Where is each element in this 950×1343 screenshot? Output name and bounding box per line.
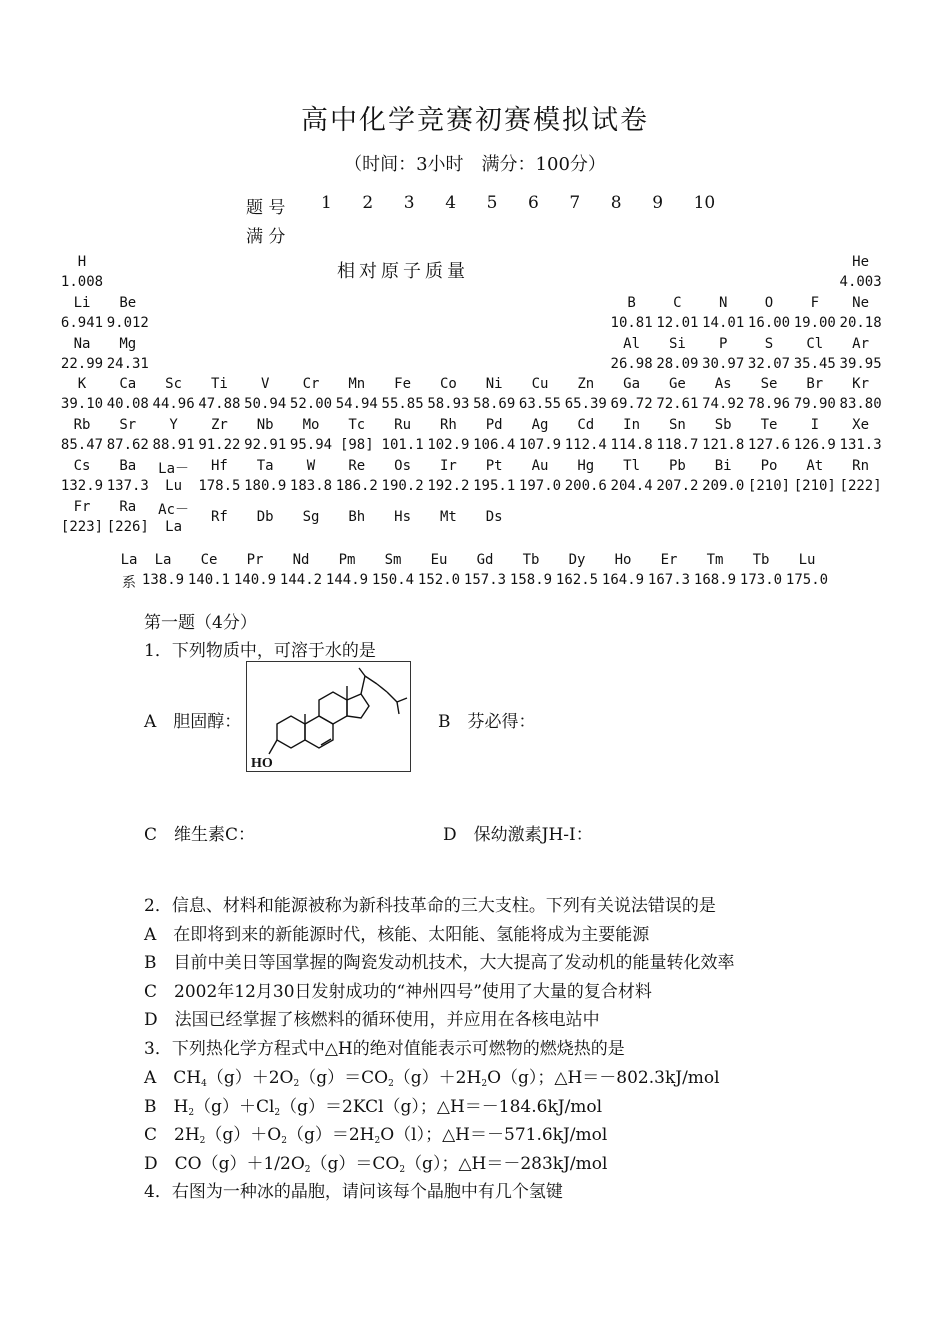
element-symbol: Cd xyxy=(577,417,595,434)
q1-option-a: A 胆固醇： xyxy=(144,712,242,732)
element-symbol: Y xyxy=(169,417,178,434)
element-mass: 78.96 xyxy=(747,396,791,413)
element-symbol: Sm xyxy=(384,552,402,568)
cholesterol-structure xyxy=(246,661,411,772)
element-symbol: Ba xyxy=(119,458,137,474)
element-symbol: Al xyxy=(623,335,641,352)
element-symbol: Mo xyxy=(302,417,320,434)
option-letter: C xyxy=(144,1125,158,1145)
element-symbol: Eu xyxy=(430,552,448,568)
q3-option-d xyxy=(144,1149,607,1175)
element-mass: 121.8 xyxy=(702,437,745,454)
element-symbol: Ag xyxy=(531,417,549,434)
element-mass: 69.72 xyxy=(610,396,653,413)
element-mass: [210] xyxy=(747,478,791,494)
element-mass: 39.10 xyxy=(60,396,104,413)
equation-text: （g）＋2H xyxy=(393,1068,482,1088)
element-mass: 22.99 xyxy=(60,355,104,372)
element-mass: 39.95 xyxy=(839,355,882,372)
score-number: 7 xyxy=(569,193,581,213)
element-symbol: Ra xyxy=(119,498,137,515)
element-symbol: Cr xyxy=(302,376,320,393)
element-symbol: La－ xyxy=(158,461,190,477)
element-mass: 168.9 xyxy=(693,572,737,588)
element-mass: 102.9 xyxy=(427,437,470,454)
element-mass: 87.62 xyxy=(106,437,149,454)
element-symbol: Co xyxy=(439,376,457,393)
element-mass: 20.18 xyxy=(839,314,882,331)
element-mass: 58.69 xyxy=(473,396,516,413)
element-symbol: I xyxy=(810,417,820,434)
q1-option-d: D 保幼激素JH-I： xyxy=(443,825,593,845)
element-symbol: Ir xyxy=(439,458,457,474)
element-symbol: P xyxy=(718,335,728,352)
equation-text: CH xyxy=(173,1068,202,1088)
element-symbol: Fr xyxy=(73,498,91,515)
element-mass: 144.9 xyxy=(325,572,369,588)
element-mass: 4.003 xyxy=(839,274,882,290)
element-symbol: Re xyxy=(348,458,366,474)
element-symbol: Ru xyxy=(394,417,412,434)
subscript: 2 xyxy=(293,1079,300,1089)
element-symbol: B xyxy=(627,294,636,311)
element-mass: 112.4 xyxy=(564,437,607,454)
equation-text: （g）＋Cl xyxy=(194,1097,275,1117)
score-full-label: 满 分 xyxy=(246,227,286,247)
element-mass: 195.1 xyxy=(473,478,516,494)
element-mass: 28.09 xyxy=(656,355,699,372)
element-mass: 63.55 xyxy=(518,396,562,413)
element-mass: 85.47 xyxy=(60,437,104,454)
element-symbol: Mt xyxy=(439,508,457,525)
element-symbol: Cl xyxy=(806,335,824,352)
subscript: 2 xyxy=(481,1079,488,1089)
score-number: 1 xyxy=(321,193,332,213)
element-symbol: Cs xyxy=(73,458,91,474)
element-symbol: Be xyxy=(119,294,137,311)
element-mass: 190.2 xyxy=(381,478,424,494)
element-mass: 150.4 xyxy=(371,572,415,588)
score-number: 2 xyxy=(362,193,374,213)
element-mass: 158.9 xyxy=(509,572,553,588)
element-mass: 173.0 xyxy=(739,572,783,588)
element-symbol: Au xyxy=(531,458,549,474)
element-symbol: Br xyxy=(806,376,824,393)
element-symbol: Pd xyxy=(485,417,503,434)
element-mass: 6.941 xyxy=(60,314,104,331)
element-mass: [98] xyxy=(339,437,374,454)
element-symbol: Db xyxy=(256,508,274,525)
q4-stem: 4．右图为一种冰的晶胞，请问该每个晶胞中有几个氢键 xyxy=(144,1182,563,1202)
subscript: 2 xyxy=(374,1136,381,1146)
element-mass: 9.012 xyxy=(106,314,149,331)
element-mass: 14.01 xyxy=(702,314,745,331)
element-mass: 55.85 xyxy=(381,396,424,413)
element-symbol: Mn xyxy=(348,376,366,393)
element-symbol: N xyxy=(718,294,728,311)
element-mass: 183.8 xyxy=(289,478,333,494)
subscript: 2 xyxy=(388,1079,394,1089)
page-title: 高中化学竞赛初赛模拟试卷 xyxy=(301,105,649,136)
equation-text: （g）；△H＝－283kJ/mol xyxy=(405,1154,608,1174)
q1-stem: 1．下列物质中，可溶于水的是 xyxy=(144,641,376,661)
element-symbol: Si xyxy=(668,335,686,352)
equation-text: （g）＝CO xyxy=(310,1154,400,1174)
element-mass: 106.4 xyxy=(473,437,516,454)
element-symbol: Hs xyxy=(394,508,412,525)
element-mass: 32.07 xyxy=(747,355,791,372)
element-mass: 19.00 xyxy=(793,314,836,331)
element-mass: 137.3 xyxy=(106,478,149,494)
q3-stem: 3．下列热化学方程式中△H的绝对值能表示可燃物的燃烧热的是 xyxy=(144,1039,625,1059)
element-mass: 132.9 xyxy=(60,478,104,494)
equation-text: （g）＋2O xyxy=(206,1068,294,1088)
element-symbol: Tb xyxy=(752,552,770,568)
element-symbol: Rb xyxy=(73,417,91,434)
element-symbol: Ne xyxy=(852,294,870,311)
element-mass: 209.0 xyxy=(702,478,745,494)
element-symbol: Hg xyxy=(577,458,595,474)
score-number: 10 xyxy=(693,193,716,213)
element-mass: 157.3 xyxy=(463,572,507,588)
element-symbol: H xyxy=(77,254,87,270)
element-symbol: Zn xyxy=(577,376,595,393)
element-mass: 58.93 xyxy=(427,396,470,413)
element-symbol: He xyxy=(852,254,870,270)
score-number: 4 xyxy=(445,193,457,213)
element-symbol: Sc xyxy=(165,376,183,393)
element-mass: 88.91 xyxy=(152,437,195,454)
element-symbol: K xyxy=(77,376,87,393)
element-mass: 140.9 xyxy=(233,572,277,588)
element-mass: [222] xyxy=(839,478,882,494)
element-symbol: Sn xyxy=(668,417,686,434)
element-symbol: Lu xyxy=(798,552,816,568)
element-mass: 197.0 xyxy=(518,478,562,494)
element-symbol: Nb xyxy=(256,417,274,434)
q2-option-a: A 在即将到来的新能源时代，核能、太阳能、氢能将成为主要能源 xyxy=(144,925,650,945)
element-symbol: Po xyxy=(760,458,778,474)
score-number: 6 xyxy=(528,193,539,213)
element-mass: [223] xyxy=(60,518,104,535)
element-symbol: F xyxy=(810,294,820,311)
equation-text: （g）＋O xyxy=(205,1125,282,1145)
element-mass: La xyxy=(165,518,183,535)
q3-option-b xyxy=(144,1092,602,1118)
element-symbol: Tl xyxy=(623,458,641,474)
element-symbol: C xyxy=(673,294,682,311)
element-mass: 10.81 xyxy=(610,314,653,331)
element-mass: 152.0 xyxy=(417,572,461,588)
option-letter: A xyxy=(144,1068,157,1088)
element-mass: 175.0 xyxy=(785,572,829,588)
periodic-table-heading: 相对原子质量 xyxy=(337,261,469,282)
q1-option-c: C 维生素C： xyxy=(144,825,256,845)
element-mass: 126.9 xyxy=(793,437,836,454)
element-mass: 74.92 xyxy=(702,396,745,413)
element-mass: 164.9 xyxy=(601,572,645,588)
element-symbol: V xyxy=(260,376,270,393)
element-mass: 26.98 xyxy=(610,355,653,372)
subscript: 4 xyxy=(201,1079,207,1089)
element-mass: 12.01 xyxy=(656,314,699,331)
element-mass: 50.94 xyxy=(244,396,287,413)
element-symbol: Ca xyxy=(119,376,137,393)
equation-text: O（l）；△H＝－571.6kJ/mol xyxy=(380,1125,608,1145)
element-mass: 186.2 xyxy=(335,478,378,494)
element-symbol: Ni xyxy=(485,376,503,393)
element-symbol: Fe xyxy=(394,376,412,393)
element-mass: 207.2 xyxy=(656,478,699,494)
element-symbol: Li xyxy=(73,294,91,311)
element-symbol: W xyxy=(306,458,316,474)
element-symbol: Kr xyxy=(852,376,870,393)
element-symbol: Ar xyxy=(852,335,870,352)
element-symbol: Er xyxy=(660,552,678,568)
score-row-label: 题 号 xyxy=(246,198,286,218)
element-symbol: Mg xyxy=(119,335,137,352)
element-mass: 91.22 xyxy=(198,437,241,454)
element-mass: 131.3 xyxy=(839,437,882,454)
element-symbol: Ti xyxy=(210,376,228,393)
element-symbol: Tm xyxy=(706,552,724,568)
score-number: 9 xyxy=(652,193,664,213)
element-symbol: Ds xyxy=(485,508,503,525)
element-mass: [226] xyxy=(106,518,149,535)
element-mass: 107.9 xyxy=(518,437,562,454)
element-mass: 65.39 xyxy=(564,396,607,413)
element-symbol: Tb xyxy=(522,552,540,568)
subscript: 2 xyxy=(281,1136,287,1146)
subscript: 2 xyxy=(304,1165,311,1175)
equation-text: （g）＝2KCl（g）；△H＝－184.6kJ/mol xyxy=(280,1097,603,1117)
element-mass: 200.6 xyxy=(564,478,607,494)
element-mass: 1.008 xyxy=(60,274,104,290)
element-mass: 92.91 xyxy=(244,437,287,454)
lanthanide-label: La xyxy=(120,552,138,568)
element-symbol: At xyxy=(806,458,824,474)
element-symbol: Pm xyxy=(338,552,356,568)
element-symbol: Ce xyxy=(200,552,218,568)
element-symbol: S xyxy=(764,335,774,352)
element-mass: 167.3 xyxy=(647,572,691,588)
exam-info: （时间：3小时 满分：100分） xyxy=(344,154,606,175)
element-symbol: Os xyxy=(394,458,412,474)
element-mass: 35.45 xyxy=(793,355,836,372)
q2-option-c: C 2002年12月30日发射成功的“神州四号”使用了大量的复合材料 xyxy=(144,982,652,1002)
element-mass: 79.90 xyxy=(793,396,836,413)
q3-option-c xyxy=(144,1120,607,1146)
element-mass: 44.96 xyxy=(152,396,195,413)
element-symbol: Zr xyxy=(210,417,228,434)
equation-text: （g）＝2H xyxy=(286,1125,375,1145)
element-symbol: Pt xyxy=(485,458,503,474)
equation-text: （g）＝CO xyxy=(299,1068,389,1088)
element-mass: 140.1 xyxy=(187,572,231,588)
element-symbol: Rf xyxy=(210,508,228,525)
element-mass: 95.94 xyxy=(289,437,333,454)
element-symbol: As xyxy=(714,376,732,393)
element-symbol: Pr xyxy=(246,552,264,568)
element-symbol: Xe xyxy=(852,417,870,434)
element-mass: 47.88 xyxy=(198,396,241,413)
subscript: 2 xyxy=(199,1136,206,1146)
element-symbol: Nd xyxy=(292,552,310,568)
element-mass: 138.9 xyxy=(141,572,185,588)
element-symbol: Bi xyxy=(714,458,732,474)
hydroxyl-label: HO xyxy=(251,756,273,771)
element-symbol: In xyxy=(623,417,641,434)
element-mass: 127.6 xyxy=(747,437,791,454)
element-symbol: Ho xyxy=(614,552,632,568)
element-mass: 24.31 xyxy=(106,355,149,372)
element-symbol: Ta xyxy=(256,458,274,474)
element-mass: 204.4 xyxy=(610,478,653,494)
element-mass: 72.61 xyxy=(656,396,699,413)
score-number: 5 xyxy=(486,193,498,213)
element-mass: 180.9 xyxy=(244,478,287,494)
element-mass: 16.00 xyxy=(747,314,791,331)
q3-option-a xyxy=(144,1063,720,1089)
element-symbol: Gd xyxy=(476,552,494,568)
element-mass: 101.1 xyxy=(381,437,424,454)
element-mass: 144.2 xyxy=(279,572,323,588)
cholesterol-structure-image xyxy=(247,662,410,771)
element-mass: 114.8 xyxy=(610,437,653,454)
element-symbol: Na xyxy=(73,335,91,352)
equation-text: CO（g）＋1/2O xyxy=(174,1154,305,1174)
element-symbol: Se xyxy=(760,376,778,393)
element-symbol: La xyxy=(154,552,172,568)
element-symbol: Hf xyxy=(210,458,228,474)
option-letter: B xyxy=(144,1097,157,1117)
subscript: 2 xyxy=(274,1108,281,1118)
element-symbol: Pb xyxy=(668,458,686,474)
option-letter: D xyxy=(144,1154,158,1174)
element-symbol: Rh xyxy=(439,417,457,434)
element-symbol: O xyxy=(764,294,774,311)
element-mass: 178.5 xyxy=(198,478,241,494)
element-mass: [210] xyxy=(793,478,836,494)
score-number: 8 xyxy=(610,193,622,213)
subscript: 2 xyxy=(188,1108,195,1118)
element-symbol: Sb xyxy=(714,417,732,434)
element-symbol: Rn xyxy=(852,458,870,474)
equation-text: 2H xyxy=(174,1125,200,1145)
q2-option-b: B 目前中美日等国掌握的陶瓷发动机技术，大大提高了发动机的能量转化效率 xyxy=(144,953,735,973)
element-mass: 83.80 xyxy=(839,396,882,413)
element-symbol: Ge xyxy=(668,376,686,393)
equation-text: H xyxy=(173,1097,189,1117)
element-mass: 30.97 xyxy=(702,355,745,372)
lanthanide-label: 系 xyxy=(122,575,136,591)
element-symbol: Bh xyxy=(348,508,366,525)
subscript: 2 xyxy=(399,1165,406,1175)
element-mass: 118.7 xyxy=(656,437,699,454)
element-symbol: Te xyxy=(760,417,778,434)
element-mass: 162.5 xyxy=(555,572,599,588)
element-mass: 52.00 xyxy=(289,396,333,413)
element-mass: 192.2 xyxy=(427,478,470,494)
element-mass: 40.08 xyxy=(106,396,149,413)
section-heading: 第一题（4分） xyxy=(144,613,257,633)
element-symbol: Cu xyxy=(531,376,549,393)
q2-stem: 2．信息、材料和能源被称为新科技革命的三大支柱。下列有关说法错误的是 xyxy=(144,896,716,916)
element-symbol: Dy xyxy=(568,552,586,568)
q2-option-d: D 法国已经掌握了核燃料的循环使用，并应用在各核电站中 xyxy=(144,1010,600,1030)
element-mass: 54.94 xyxy=(335,396,378,413)
equation-text: O（g）；△H＝－802.3kJ/mol xyxy=(487,1068,720,1088)
element-symbol: Ga xyxy=(623,376,641,393)
score-number: 3 xyxy=(403,193,415,213)
element-symbol: Ac－ xyxy=(158,501,190,518)
element-symbol: Sg xyxy=(302,508,320,525)
element-mass: Lu xyxy=(165,478,183,494)
element-symbol: Sr xyxy=(119,417,137,434)
q1-option-b: B 芬必得： xyxy=(438,712,536,732)
element-symbol: Tc xyxy=(348,417,366,434)
